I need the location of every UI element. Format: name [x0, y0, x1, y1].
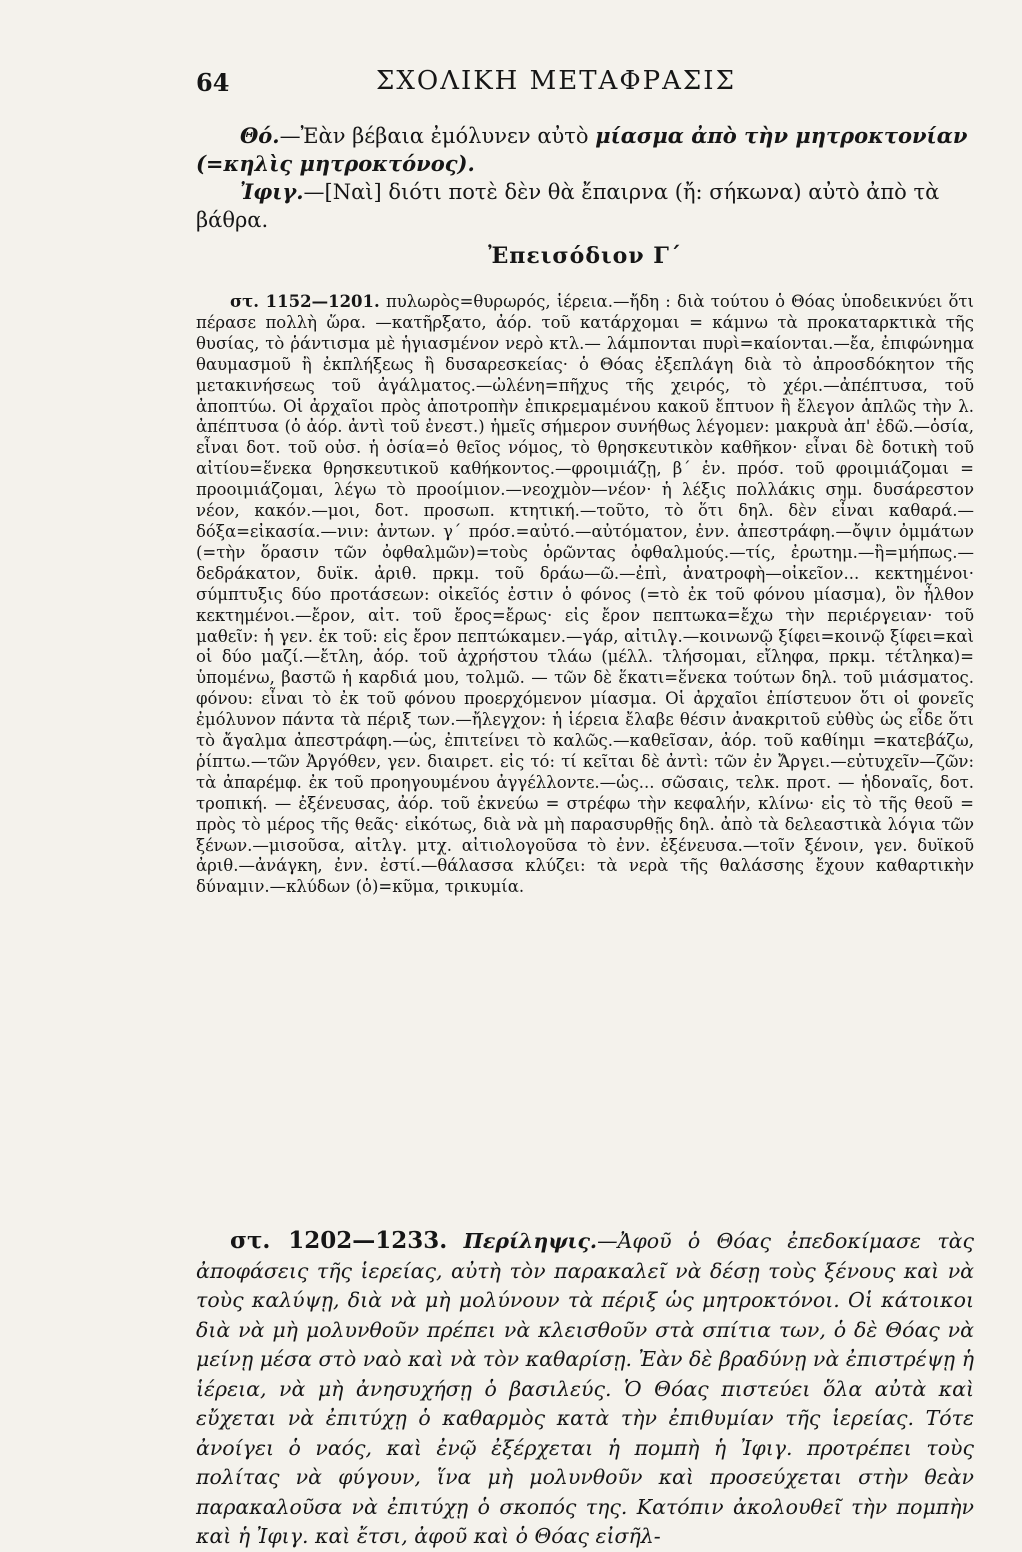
dialogue-text-iphigenia: —[Ναὶ] διότι ποτὲ δὲν θὰ ἔπαιρνα (ἤ: σήκωνα) αὐτὸ ἀπὸ τὰ βάθρα.	[196, 180, 940, 232]
summary-text: —Ἀφοῦ ὁ Θόας ἐπεδοκίμασε τὰς ἀποφάσεις τῆς ἱερείας, αὐτὴ τὸν παρακαλεῖ νὰ δέσῃ τοὺς ξένους καὶ νὰ τοὺς καλύψῃ, διὰ νὰ μὴ μολύνουν τὰ πέριξ ὡς μητροκτόνοι. Οἱ κάτοικοι διὰ νὰ μὴ μολυνθοῦν πρέπει νὰ κλεισθοῦν στὰ σπίτια των, ὁ δὲ Θόας νὰ μείνῃ μέσα στὸ ναὸ καὶ νὰ τὸν καθαρίσῃ. Ἐὰν δὲ βραδύνῃ νὰ ἐπιστρέψῃ ἡ ἱέρεια, νὰ μὴ ἀνησυχήσῃ ὁ βασιλεύς. Ὁ Θόας πιστεύει ὅλα αὐτὰ καὶ εὔχεται νὰ ἐπιτύχῃ ὁ καθαρμὸς κατὰ τὴν ἐπιθυμίαν τῆς ἱερείας. Τότε ἀνοίγει ὁ ναός, καὶ ἐνῷ ἐξέρχεται ἡ πομπὴ ἡ Ἰφιγ. προτρέπει τοὺς πολίτας νὰ φύγουν, ἵνα μὴ μολυνθοῦν καὶ προσεύχεται στὴν θεὰν παρακαλοῦσα νὰ ἐπιτύχῃ ὁ σκοπός της. Κατόπιν ἀκολουθεῖ τὴν πομπὴν καὶ ἡ Ἰφιγ. καὶ ἔτσι, ἀφοῦ καὶ ὁ Θόας εἰσῆλ-	[196, 1229, 974, 1548]
summary-title: Περίληψις.	[463, 1229, 598, 1253]
page-number: 64	[196, 68, 230, 97]
dialogue-block	[196, 122, 974, 234]
summary-paragraph	[196, 1226, 974, 1552]
summary-verse-label: στ. 1202—1233.	[230, 1227, 448, 1254]
commentary-notes	[196, 292, 974, 898]
dialogue-text-thoas-a: —Ἐὰν βέβαια ἐμόλυνεν αὐτὸ	[279, 124, 589, 148]
notes-verse-label: στ. 1152—1201.	[230, 292, 380, 311]
dialogue-text-thoas-b: μίασμα ἀπὸ τὴν μητροκτονίαν (=κηλὶς μητροκτόνος).	[196, 123, 968, 176]
summary-section	[196, 1226, 974, 1552]
page-header	[196, 62, 976, 102]
notes-paragraph	[196, 292, 974, 898]
dialogue-line-iphigenia	[196, 178, 974, 234]
speaker-iphigenia: Ἰφιγ.	[240, 179, 304, 204]
episode-heading: Ἐπεισόδιον Γ΄	[488, 243, 682, 269]
running-head: ΣΧΟΛΙΚΗ ΜΕΤΑΦΡΑΣΙΣ	[376, 66, 736, 96]
notes-text: πυλωρὸς=θυρωρός, ἱέρεια.—ἤδη : διὰ τούτου ὁ Θόας ὑποδεικνύει ὅτι πέρασε πολλὴ ὥρα. —κατῆρξατο, ἀόρ. τοῦ κατάρχομαι = κάμνω τὰ προκαταρκτικὰ τῆς θυσίας, τὸ ῥάντισμα μὲ ἡγιασμένον νερὸ κτλ.— λάμπονται πυρὶ=καίονται.—ἔα, ἐπιφώνημα θαυμασμοῦ ἢ ἐκπλήξεως ἢ δυσαρεσκείας· ὁ Θόας ἐξεπλάγη διὰ τὸ ἀπροσδόκητον τῆς μετακινήσεως τοῦ ἀγάλματος.—ὠλένη=πῆχυς τῆς χειρός, τὸ χέρι.—ἀπέπτυσα, τοῦ ἀποπτύω. Οἱ ἀρχαῖοι πρὸς ἀποτροπὴν ἐπικρεμαμένου κακοῦ ἔπτυον ἢ ἔλεγον ἁπλῶς τὴν λ. ἀπέπτυσα (ὁ ἀόρ. ἀντὶ τοῦ ἐνεστ.) ἡμεῖς σήμερον συνήθως λέγομεν: μακρυὰ ἀπ' ἐδῶ.—ὁσία, εἶναι δοτ. τοῦ οὐσ. ἡ ὁσία=ὁ θεῖος νόμος, τὸ θρησκευτικὸν καθῆκον· εἶναι δὲ δοτικὴ τοῦ αἰτίου=ἕνεκα θρησκευτικοῦ καθήκοντος.—φροιμιάζῃ, β΄ ἑν. πρόσ. τοῦ φροιμιάζομαι = προοιμιάζομαι, λέγω τὸ προοίμιον.—νεοχμὸν—νέον· ἡ λέξις πολλάκις σημ. δυσάρεστον νέον, κακόν.—μοι, δοτ. προσωπ. κτητική.—τοῦτο, τὸ ὅτι δηλ. δὲν εἶναι καθαρά.—δόξα=εἰκασία.—νιν: ἀντων. γ΄ πρόσ.=αὐτό.—αὐτόματον, ἐνν. ἀπεστράφη.—ὄψιν ὀμμάτων (=τὴν ὅρασιν τῶν ὀφθαλμῶν)=τοὺς ὁρῶντας ὀφθαλμούς.—τίς, ἐρωτημ.—ἢ=μήπως.—δεδράκατον, δυϊκ. ἀριθ. πρκμ. τοῦ δράω—ῶ.—ἐπὶ, ἀνατροφὴ—οἰκεῖον... κεκτημένοι· σύμπτυξις δύο προτάσεων: οἰκεῖός ἐστιν ὁ φόνος (=τὸ ἐκ τοῦ φόνου μίασμα), ὃν ἦλθον κεκτημένοι.—ἔρον, αἰτ. τοῦ ἔρος=ἔρως· εἰς ἔρον πεπτωκα=ἔχω τὴν περιέργειαν· τοῦ μαθεῖν: ἡ γεν. ἐκ τοῦ: εἰς ἔρον πεπτώκαμεν.—γάρ, αἰτιλγ.—κοινωνῷ ξίφει=κοινῷ ξίφει=καὶ οἱ δύο μαζί.—ἔτλη, ἀόρ. τοῦ ἀχρήστου τλάω (μέλλ. τλήσομαι, εἴληφα, πρκμ. τέτληκα)= ὑπομένω, βαστῶ ἡ καρδιά μου, τολμῶ. — τῶν δὲ ἕκατι=ἕνεκα τούτων δηλ. τοῦ μιάσματος. φόνου: εἶναι τὸ ἐκ τοῦ φόνου προερχόμενον μίασμα. Οἱ ἀρχαῖοι ἐπίστευον ὅτι οἱ φονεῖς ἐμόλυνον πάντα τὰ πέριξ των.—ἤλεγχον: ἡ ἱέρεια ἔλαβε θέσιν ἀνακριτοῦ εὐθὺς ὡς εἶδε ὅτι τὸ ἄγαλμα ἀπεστράφη.—ὡς, ἐπιτείνει τὸ καλῶς.—καθεῖσαν, ἀόρ. τοῦ καθίημι =κατεβάζω, ῥίπτω.—τῶν Ἀργόθεν, γεν. διαιρετ. εἰς τό: τί κεῖται δὲ ἀντὶ: τῶν ἐν Ἄργει.—εὐτυχεῖν—ζῶν: τὰ ἀπαρέμφ. ἐκ τοῦ προηγουμένου ἀγγέλλοντε.—ὡς... σῶσαις, τελκ. προτ. — ἡδοναῖς, δοτ. τροπική. — ἐξένευσας, ἀόρ. τοῦ ἐκνεύω = στρέφω τὴν κεφαλήν, κλίνω· εἰς τὸ τῆς θεοῦ = πρὸς τὸ μέρος τῆς θεᾶς· εἰκότως, διὰ νὰ μὴ παρασυρθῇς δηλ. ἀπὸ τὰ δελεαστικὰ λόγια τῶν ξένων.—μισοῦσα, αἰτλγ. μτχ. αἰτιολογοῦσα τὸ ἐνν. ἐξένευσα.—τοῖν ξένοιν, γεν. δυϊκοῦ ἀριθ.—ἀνάγκη, ἐνν. ἐστί.—θάλασσα κλύζει: τὰ νερὰ τῆς θαλάσσης ἔχουν καθαρτικὴν δύναμιν.—κλύδων (ὁ)=κῦμα, τρικυμία.	[196, 292, 975, 897]
speaker-thoas: Θό.	[240, 123, 280, 148]
dialogue-line-thoas	[196, 122, 974, 178]
